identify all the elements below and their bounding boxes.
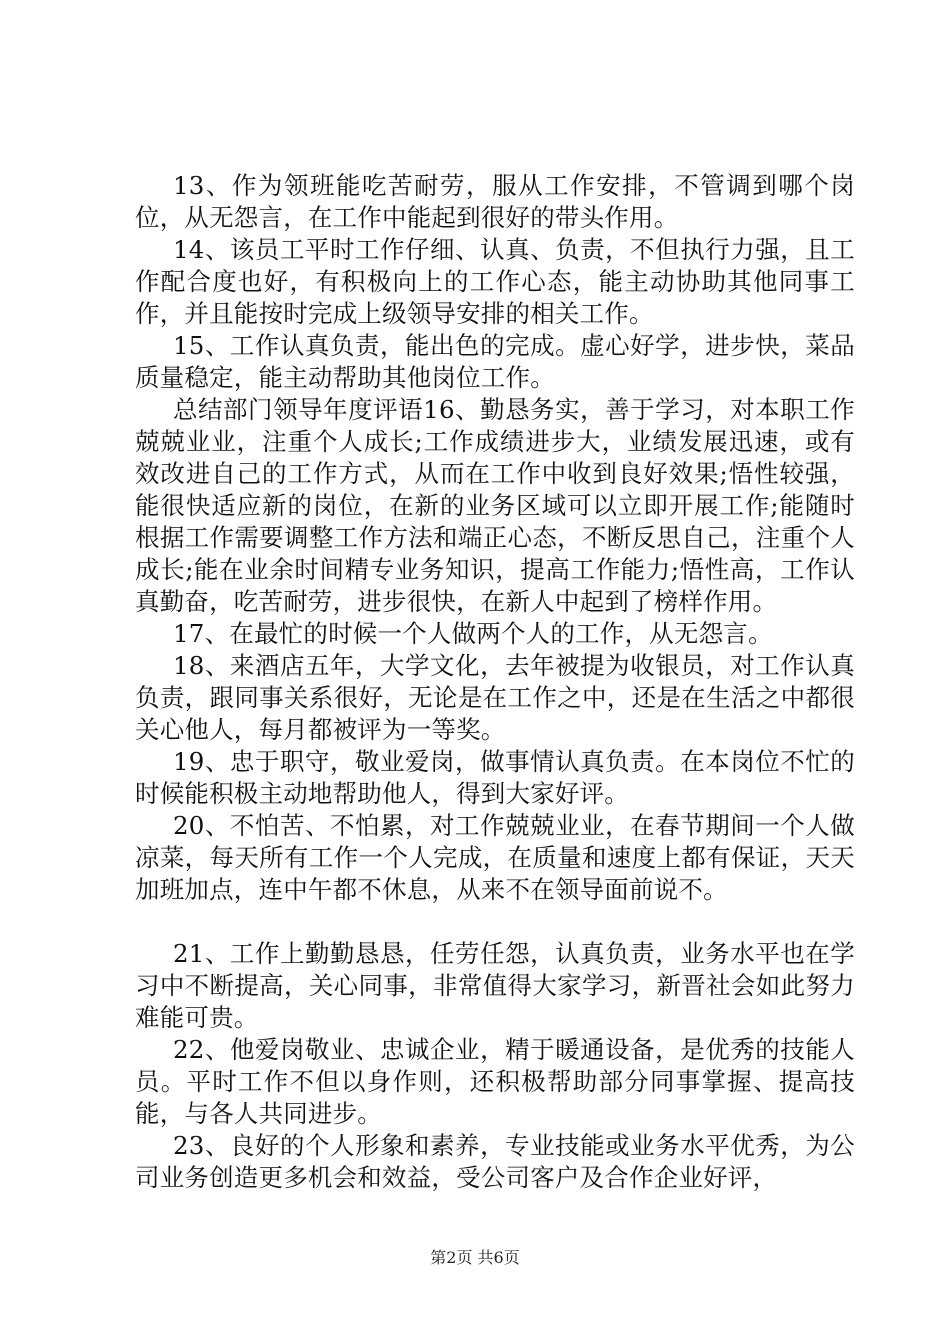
paragraph-18: 18、来酒店五年，大学文化，去年被提为收银员，对工作认真负责，跟同事关系很好，无论是在工作之中，还是在生活之中都很关心他人，每月都被评为一等奖。 xyxy=(135,651,855,744)
paragraph-17: 17、在最忙的时候一个人做两个人的工作，从无怨言。 xyxy=(173,619,773,648)
paragraph-16: 总结部门领导年度评语16、勤恳务实，善于学习，对本职工作兢兢业业，注重个人成长;工作成绩进步大，业绩发展迅速，或有效改进自己的工作方式，从而在工作中收到良好效果;悟性较强，能很快适应新的岗位，在新的业务区域可以立即开展工作;能随时根据工作需要调整工作方法和端正心态，不断反思自己，注重个人成长;能在业余时间精专业务知识，提高工作能力;悟性高，工作认真勤奋，吃苦耐劳，进步很快，在新人中起到了榜样作用。 xyxy=(135,395,855,616)
paragraph-14: 14、该员工平时工作仔细、认真、负责，不但执行力强，且工作配合度也好，有积极向上的工作心态，能主动协助其他同事工作，并且能按时完成上级领导安排的相关工作。 xyxy=(135,235,855,328)
paragraph-23: 23、良好的个人形象和素养，专业技能或业务水平优秀，为公司业务创造更多机会和效益，受公司客户及合作企业好评， xyxy=(135,1131,855,1192)
paragraph-21: 21、工作上勤勤恳恳，任劳任怨，认真负责，业务水平也在学习中不断提高，关心同事，非常值得大家学习，新晋社会如此努力难能可贵。 xyxy=(135,939,855,1032)
paragraph-19: 19、忠于职守，敬业爱岗，做事情认真负责。在本岗位不忙的时候能积极主动地帮助他人，得到大家好评。 xyxy=(135,747,855,808)
paragraph-15: 15、工作认真负责，能出色的完成。虚心好学，进步快，菜品质量稳定，能主动帮助其他岗位工作。 xyxy=(135,331,855,392)
paragraph-13: 13、作为领班能吃苦耐劳，服从工作安排，不管调到哪个岗位，从无怨言，在工作中能起到很好的带头作用。 xyxy=(135,171,855,232)
paragraph-20: 20、不怕苦、不怕累，对工作兢兢业业，在春节期间一个人做凉菜，每天所有工作一个人完成，在质量和速度上都有保证，天天加班加点，连中午都不休息，从来不在领导面前说不。 xyxy=(135,811,855,904)
document-body xyxy=(135,170,855,1194)
page-number-footer: 第2页 共6页 xyxy=(430,1248,520,1267)
paragraph-22: 22、他爱岗敬业、忠诚企业，精于暖通设备，是优秀的技能人员。平时工作不但以身作则，还积极帮助部分同事掌握、提高技能，与各人共同进步。 xyxy=(135,1035,855,1128)
